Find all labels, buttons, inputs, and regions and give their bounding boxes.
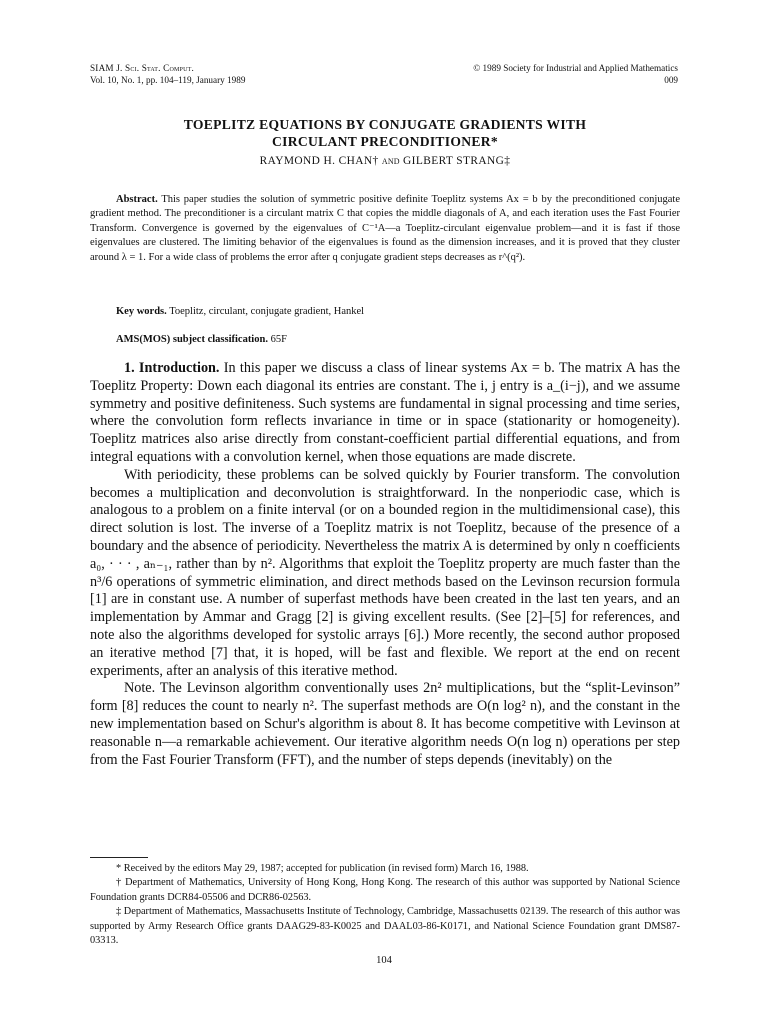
copyright-notice: © 1989 Society for Industrial and Applied Mathematics xyxy=(473,63,678,73)
author-conjunction: and xyxy=(381,155,400,167)
footnote-chan: † Department of Mathematics, University of Hong Kong, Hong Kong. The research of this author was supported by National Science Foundation grants DCR84-05506 and DCR86-02563. xyxy=(90,877,680,903)
page-number: 104 xyxy=(376,955,392,966)
copyright-header xyxy=(473,62,678,86)
paragraph-2: With periodicity, these problems can be solved quickly by Fourier transform. The convolution becomes a multiplication and deconvolution is straightforward. In the nonperiodic case, which is analogous to a problem on a finite interval (or on a bounded region in the multidimensional case), this direct solution is lost. The inverse of a Toeplitz matrix is not Toeplitz, because of the presence of a boundary and the absence of periodicity. Nevertheless the matrix A is determined by only n coefficients a₀, · · · , aₙ₋₁, rather than by n². Algorithms that exploit the Toeplitz property are much faster than the n³/6 operations of symmetric elimination, and direct methods based on the Levinson recursion formula [1] are in constant use. A number of superfast methods have been created in the last ten years, and an implementation by Ammar and Gragg [2] is giving excellent results. (See [2]–[5] for references, and note also the algorithms developed for systolic arrays [6].) More recently, the second author proposed an iterative method [7] that, it is hoped, will be fast and flexible. We report at the end on recent experiments, after an analysis of this iterative method. xyxy=(90,466,680,679)
keywords xyxy=(116,306,364,317)
paragraph-3: Note. The Levinson algorithm conventionally uses 2n² multiplications, but the “split-Levinson” form [8] reduces the count to nearly n². The superfast methods are O(n log² n), and the constant in the new implementation based on Schur's algorithm is about 8. It has become competitive with Levinson at reasonable n—a remarkable achievement. Our iterative algorithm needs O(n log n) operations per step from the Fast Fourier Transform (FFT), and the number of steps depends (inevitably) on the xyxy=(90,680,680,768)
journal-name: SIAM J. Sci. Stat. Comput. xyxy=(90,63,194,73)
paper-title xyxy=(90,116,680,150)
keywords-label: Key words. xyxy=(116,306,167,317)
footnotes xyxy=(90,862,680,948)
ams-label: AMS(MOS) subject classification. xyxy=(116,334,268,345)
article-number: 009 xyxy=(664,75,678,85)
ams-code: 65F xyxy=(270,334,287,345)
paragraph-1 xyxy=(90,360,680,467)
footnote-received: * Received by the editors May 29, 1987; accepted for publication (in revised form) March 16, 1988. xyxy=(116,863,529,874)
introduction-section xyxy=(90,360,680,769)
ams-classification xyxy=(116,334,287,345)
abstract xyxy=(90,193,680,265)
title-line-2: CIRCULANT PRECONDITIONER* xyxy=(272,134,498,149)
author-line xyxy=(90,155,680,167)
journal-header xyxy=(90,62,245,86)
footnote-strang: ‡ Department of Mathematics, Massachusetts Institute of Technology, Cambridge, Massachusetts 02139. The research of this author was supported by Army Research Office grants DAAG29-83-K0025 and DAAL03-86-K0171, and National Science Foundation grant DMS87-03313. xyxy=(90,906,680,947)
section-heading: 1. Introduction. xyxy=(124,360,220,376)
journal-volume: Vol. 10, No. 1, pp. 104–119, January 1989 xyxy=(90,75,246,85)
author-chan: RAYMOND H. CHAN† xyxy=(259,155,379,167)
footnote-rule xyxy=(90,857,148,858)
title-line-1: TOEPLITZ EQUATIONS BY CONJUGATE GRADIENTS WITH xyxy=(183,117,587,132)
keywords-text: Toeplitz, circulant, conjugate gradient, Hankel xyxy=(169,306,365,317)
author-strang: GILBERT STRANG‡ xyxy=(403,155,511,167)
abstract-label: Abstract. xyxy=(116,194,158,205)
paragraph-1-text: In this paper we discuss a class of linear systems Ax = b. The matrix A has the Toeplitz Property: Down each diagonal its entries are constant. The i, j entry is a_(i−j), and we assume symmetry and positive definiteness. Such systems are fundamental in signal processing and time series, where the convolution form reflects invariance in time or in space (stationarity or homogeneity). Toeplitz matrices also arise directly from constant-coefficient partial differential equations, and from integral equations with a convolution kernel, when those equations are made discrete. xyxy=(90,360,681,465)
abstract-text: This paper studies the solution of symmetric positive definite Toeplitz systems Ax = b by the preconditioned conjugate gradient method. The preconditioner is a circulant matrix C that copies the middle diagonals of A, and each iteration uses the Fast Fourier Transform. Convergence is governed by the eigenvalues of C⁻¹A—a Toeplitz-circulant eigenvalue problem—and it is fast if those eigenvalues are clustered. The limiting behavior of the eigenvalues is found as the dimension increases, and it is proved that they cluster around λ = 1. For a wide class of problems the error after q conjugate gradient steps decreases as r^(q²). xyxy=(90,194,681,263)
